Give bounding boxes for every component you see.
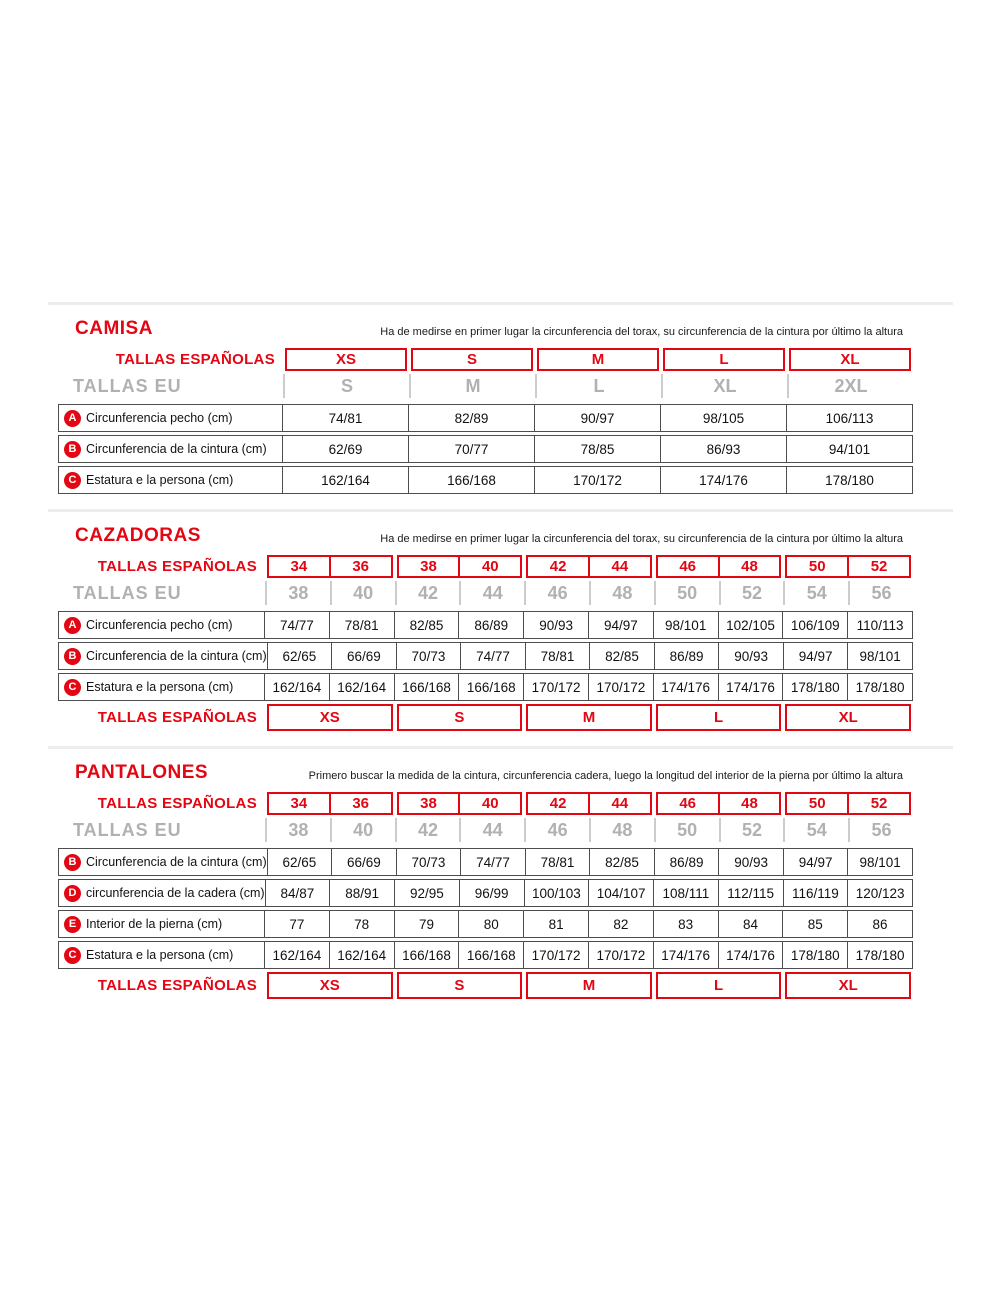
- spanish-size-cell: XS: [285, 348, 407, 371]
- spanish-size-pair: [785, 555, 911, 578]
- measurement-value: 170/172: [588, 674, 653, 700]
- letter-sizes-row: [58, 704, 913, 731]
- measurement-value: 102/105: [718, 612, 783, 638]
- spanish-size-cell: XL: [789, 348, 911, 371]
- measurement-value: 79: [394, 911, 459, 937]
- eu-size-cell: 2XL: [787, 374, 913, 398]
- section-separator: [48, 509, 953, 512]
- measurement-label: Estatura e la persona (cm): [86, 680, 234, 694]
- measurement-value: 88/91: [329, 880, 394, 906]
- spanish-sizes-label: TALLAS ESPAÑOLAS: [97, 977, 257, 994]
- eu-size-cell: 42: [395, 581, 460, 605]
- spanish-size-pair: [397, 792, 523, 815]
- spanish-size-cell: 34: [290, 558, 308, 575]
- measurement-value: 166/168: [458, 674, 523, 700]
- row-label-cell: [59, 674, 265, 700]
- measurement-value: 174/176: [653, 942, 718, 968]
- measurement-value: 112/115: [718, 880, 783, 906]
- measurement-value: 62/69: [328, 441, 363, 457]
- measure-note: Primero buscar la medida de la cintura, circunferencia cadera, luego la longitud del interior de la pierna por último la altura: [308, 770, 903, 782]
- row-label-cell: [59, 942, 265, 968]
- spanish-size-pair: [267, 792, 393, 815]
- spanish-sizes-row: [58, 792, 913, 815]
- measurement-value: 70/73: [396, 643, 461, 669]
- spanish-size-pair: [656, 555, 782, 578]
- letter-size-cell: XS: [267, 704, 393, 731]
- spanish-size-pair: [267, 555, 393, 578]
- spanish-size-cell: 46: [679, 795, 697, 812]
- letter-size-cell: XL: [785, 704, 911, 731]
- section-header: [58, 525, 913, 547]
- measure-note: Ha de medirse en primer lugar la circunferencia del torax, su circunferencia de la cintura por último la altura: [380, 533, 903, 545]
- letter-size-cell: XS: [267, 972, 393, 999]
- letter-size-cell: XL: [785, 972, 911, 999]
- measurement-value: 81: [523, 911, 588, 937]
- measurement-value: 170/172: [588, 942, 653, 968]
- letter-badge-icon: C: [64, 679, 81, 696]
- measurement-value: 66/69: [331, 643, 396, 669]
- letter-badge-icon: D: [64, 885, 81, 902]
- measurement-value: 166/168: [394, 674, 459, 700]
- spanish-size-cell: 50: [808, 558, 826, 575]
- section-header: [58, 762, 913, 784]
- letter-badge-icon: C: [64, 947, 81, 964]
- measurement-value: 106/109: [782, 612, 847, 638]
- measurement-value: 86: [847, 911, 912, 937]
- spanish-size-cell: 36: [329, 794, 391, 813]
- measurement-value: 166/168: [458, 942, 523, 968]
- measurement-value: 86/93: [660, 436, 786, 462]
- section-header: [58, 318, 913, 340]
- spanish-sizes-label: TALLAS ESPAÑOLAS: [115, 351, 275, 368]
- eu-size-cell: 42: [395, 818, 460, 842]
- measurement-value: 82/85: [589, 849, 654, 875]
- row-label-cell: [59, 436, 283, 462]
- spanish-size-cell: S: [411, 348, 533, 371]
- letter-badge-icon: B: [64, 441, 81, 458]
- letter-size-cell: M: [526, 704, 652, 731]
- measurement-value: 92/95: [394, 880, 459, 906]
- spanish-size-cell: 46: [679, 558, 697, 575]
- row-label-cell: [59, 467, 283, 493]
- letter-sizes-row: [58, 972, 913, 999]
- spanish-size-cell: 42: [549, 795, 567, 812]
- measure-note: Ha de medirse en primer lugar la circunferencia del torax, su circunferencia de la cintura por último la altura: [380, 326, 903, 338]
- measurement-value: 84: [718, 911, 783, 937]
- measurement-value: 86/89: [654, 643, 719, 669]
- row-label-cell: [59, 405, 283, 431]
- measurement-value: 106/113: [786, 405, 912, 431]
- measurement-value: 162/164: [272, 679, 322, 695]
- spanish-size-pair: [526, 555, 652, 578]
- letter-badge-icon: C: [64, 472, 81, 489]
- eu-size-cell: XL: [661, 374, 787, 398]
- measurement-value: 70/73: [396, 849, 461, 875]
- measurement-rows: [58, 611, 913, 701]
- spanish-size-cell: 52: [847, 557, 909, 576]
- spanish-size-cell: 42: [549, 558, 567, 575]
- spanish-size-pair: [397, 555, 523, 578]
- eu-sizes-label: TALLAS EU: [73, 819, 182, 840]
- measurement-value: 170/172: [534, 467, 660, 493]
- row-label-cell: [59, 911, 265, 937]
- measurement-row: [58, 910, 913, 938]
- eu-size-cell: 40: [330, 818, 395, 842]
- letter-size-cell: L: [656, 704, 782, 731]
- measurement-value: 78: [329, 911, 394, 937]
- measurement-value: 70/77: [408, 436, 534, 462]
- measurement-value: 98/101: [653, 612, 718, 638]
- spanish-size-pair: [785, 792, 911, 815]
- section-title: CAMISA: [75, 318, 153, 339]
- measurement-value: 174/176: [660, 467, 786, 493]
- measurement-value: 174/176: [718, 942, 783, 968]
- camisa-section: [48, 302, 915, 494]
- measurement-row: [58, 879, 913, 907]
- eu-size-cell: 52: [719, 818, 784, 842]
- measurement-value: 94/97: [783, 849, 848, 875]
- measurement-value: 104/107: [588, 880, 653, 906]
- measurement-label: Interior de la pierna (cm): [86, 917, 223, 931]
- measurement-value: 86/89: [458, 612, 523, 638]
- eu-sizes-label: TALLAS EU: [73, 375, 182, 396]
- measurement-value: 78/81: [525, 643, 590, 669]
- measurement-value: 84/87: [280, 885, 315, 901]
- measurement-label: Circunferencia pecho (cm): [86, 618, 233, 632]
- cazadoras-section: [48, 509, 915, 731]
- measurement-value: 90/93: [718, 849, 783, 875]
- measurement-value: 178/180: [847, 942, 912, 968]
- measurement-value: 82/85: [394, 612, 459, 638]
- eu-size-cell: 38: [265, 818, 330, 842]
- measurement-rows: [58, 404, 913, 494]
- measurement-value: 78/81: [525, 849, 590, 875]
- row-label-cell: [59, 880, 266, 906]
- spanish-size-cell: 44: [588, 794, 650, 813]
- letter-badge-icon: A: [64, 410, 81, 427]
- section-separator: [48, 302, 953, 305]
- spanish-size-cell: 40: [458, 794, 520, 813]
- eu-size-cell: 56: [848, 818, 913, 842]
- measurement-value: 170/172: [523, 674, 588, 700]
- spanish-size-cell: 38: [420, 795, 437, 812]
- spanish-size-cell: 48: [718, 557, 780, 576]
- measurement-value: 78/81: [329, 612, 394, 638]
- measurement-label: Estatura e la persona (cm): [86, 473, 234, 487]
- measurement-value: 62/65: [282, 854, 317, 870]
- eu-size-cell: 54: [783, 581, 848, 605]
- eu-size-cell: 40: [330, 581, 395, 605]
- section-separator: [48, 746, 953, 749]
- eu-sizes-row: [58, 374, 913, 398]
- measurement-value: 82/89: [408, 405, 534, 431]
- measurement-value: 178/180: [847, 674, 912, 700]
- letter-size-cell: S: [397, 704, 523, 731]
- spanish-size-cell: 36: [329, 557, 391, 576]
- eu-size-cell: L: [535, 374, 661, 398]
- measurement-rows: [58, 848, 913, 969]
- section-title: PANTALONES: [75, 762, 209, 783]
- measurement-value: 85: [782, 911, 847, 937]
- measurement-value: 108/111: [653, 880, 718, 906]
- eu-sizes-row: [58, 818, 913, 842]
- spanish-sizes-row: [58, 348, 913, 371]
- measurement-value: 62/65: [282, 648, 317, 664]
- eu-size-cell: 48: [589, 818, 654, 842]
- letter-badge-icon: E: [64, 916, 81, 933]
- row-label-cell: [59, 612, 265, 638]
- measurement-value: 78/85: [534, 436, 660, 462]
- spanish-sizes-label: TALLAS ESPAÑOLAS: [97, 558, 257, 575]
- pantalones-section: [48, 746, 915, 999]
- spanish-size-cell: M: [537, 348, 659, 371]
- measurement-value: 162/164: [321, 472, 370, 488]
- letter-size-cell: S: [397, 972, 523, 999]
- measurement-value: 178/180: [786, 467, 912, 493]
- measurement-label: circunferencia de la cadera (cm): [86, 886, 265, 900]
- measurement-value: 166/168: [408, 467, 534, 493]
- measurement-value: 94/101: [786, 436, 912, 462]
- measurement-value: 90/93: [718, 643, 783, 669]
- measurement-value: 98/101: [847, 849, 912, 875]
- measurement-value: 74/77: [460, 643, 525, 669]
- spanish-size-cell: 50: [808, 795, 826, 812]
- measurement-value: 120/123: [847, 880, 912, 906]
- measurement-value: 66/69: [331, 849, 396, 875]
- measurement-row: [58, 611, 913, 639]
- measurement-row: [58, 673, 913, 701]
- measurement-row: [58, 466, 913, 494]
- measurement-value: 86/89: [654, 849, 719, 875]
- row-label-cell: [59, 643, 268, 669]
- eu-size-cell: 50: [654, 818, 719, 842]
- row-label-cell: [59, 849, 268, 875]
- measurement-label: Circunferencia pecho (cm): [86, 411, 233, 425]
- eu-size-cell: 46: [524, 581, 589, 605]
- spanish-size-cell: 48: [718, 794, 780, 813]
- top-whitespace: [48, 0, 915, 302]
- measurement-value: 116/119: [783, 880, 848, 906]
- measurement-value: 94/97: [783, 643, 848, 669]
- eu-size-cell: 44: [459, 818, 524, 842]
- measurement-value: 174/176: [653, 674, 718, 700]
- spanish-size-cell: 34: [290, 795, 308, 812]
- spanish-sizes-label: TALLAS ESPAÑOLAS: [97, 795, 257, 812]
- eu-size-cell: 38: [265, 581, 330, 605]
- measurement-row: [58, 404, 913, 432]
- measurement-value: 77: [289, 916, 305, 932]
- measurement-value: 178/180: [782, 942, 847, 968]
- size-chart-page: [48, 0, 915, 1014]
- letter-size-cell: L: [656, 972, 782, 999]
- measurement-value: 94/97: [588, 612, 653, 638]
- measurement-value: 162/164: [329, 942, 394, 968]
- measurement-value: 82: [588, 911, 653, 937]
- section-title: CAZADORAS: [75, 525, 201, 546]
- measurement-label: Estatura e la persona (cm): [86, 948, 234, 962]
- measurement-value: 178/180: [782, 674, 847, 700]
- measurement-value: 96/99: [459, 880, 524, 906]
- spanish-size-pair: [656, 792, 782, 815]
- measurement-value: 82/85: [589, 643, 654, 669]
- letter-badge-icon: A: [64, 617, 81, 634]
- eu-size-cell: 50: [654, 581, 719, 605]
- measurement-value: 174/176: [718, 674, 783, 700]
- eu-size-cell: 44: [459, 581, 524, 605]
- measurement-value: 162/164: [272, 947, 322, 963]
- measurement-row: [58, 642, 913, 670]
- eu-size-cell: 48: [589, 581, 654, 605]
- measurement-value: 74/81: [328, 410, 363, 426]
- eu-size-cell: 52: [719, 581, 784, 605]
- eu-size-cell: S: [283, 374, 409, 398]
- measurement-value: 83: [653, 911, 718, 937]
- eu-sizes-row: [58, 581, 913, 605]
- letter-badge-icon: B: [64, 854, 81, 871]
- eu-sizes-label: TALLAS EU: [73, 582, 182, 603]
- eu-size-cell: 46: [524, 818, 589, 842]
- measurement-row: [58, 848, 913, 876]
- measurement-value: 170/172: [523, 942, 588, 968]
- measurement-value: 74/77: [460, 849, 525, 875]
- measurement-label: Circunferencia de la cintura (cm): [86, 855, 267, 869]
- measurement-row: [58, 941, 913, 969]
- measurement-value: 162/164: [329, 674, 394, 700]
- measurement-value: 100/103: [524, 880, 589, 906]
- spanish-size-cell: 44: [588, 557, 650, 576]
- measurement-value: 90/97: [534, 405, 660, 431]
- spanish-sizes-label: TALLAS ESPAÑOLAS: [97, 709, 257, 726]
- measurement-value: 98/101: [847, 643, 912, 669]
- eu-size-cell: M: [409, 374, 535, 398]
- measurement-value: 110/113: [847, 612, 912, 638]
- spanish-sizes-row: [58, 555, 913, 578]
- letter-badge-icon: B: [64, 648, 81, 665]
- measurement-value: 90/93: [523, 612, 588, 638]
- spanish-size-cell: 38: [420, 558, 437, 575]
- measurement-row: [58, 435, 913, 463]
- letter-size-cell: M: [526, 972, 652, 999]
- measurement-value: 98/105: [660, 405, 786, 431]
- measurement-value: 74/77: [280, 617, 314, 633]
- measurement-label: Circunferencia de la cintura (cm): [86, 442, 267, 456]
- spanish-size-cell: 40: [458, 557, 520, 576]
- eu-size-cell: 56: [848, 581, 913, 605]
- measurement-value: 80: [458, 911, 523, 937]
- spanish-size-cell: 52: [847, 794, 909, 813]
- measurement-label: Circunferencia de la cintura (cm): [86, 649, 267, 663]
- spanish-size-cell: L: [663, 348, 785, 371]
- spanish-size-pair: [526, 792, 652, 815]
- eu-size-cell: 54: [783, 818, 848, 842]
- measurement-value: 166/168: [394, 942, 459, 968]
